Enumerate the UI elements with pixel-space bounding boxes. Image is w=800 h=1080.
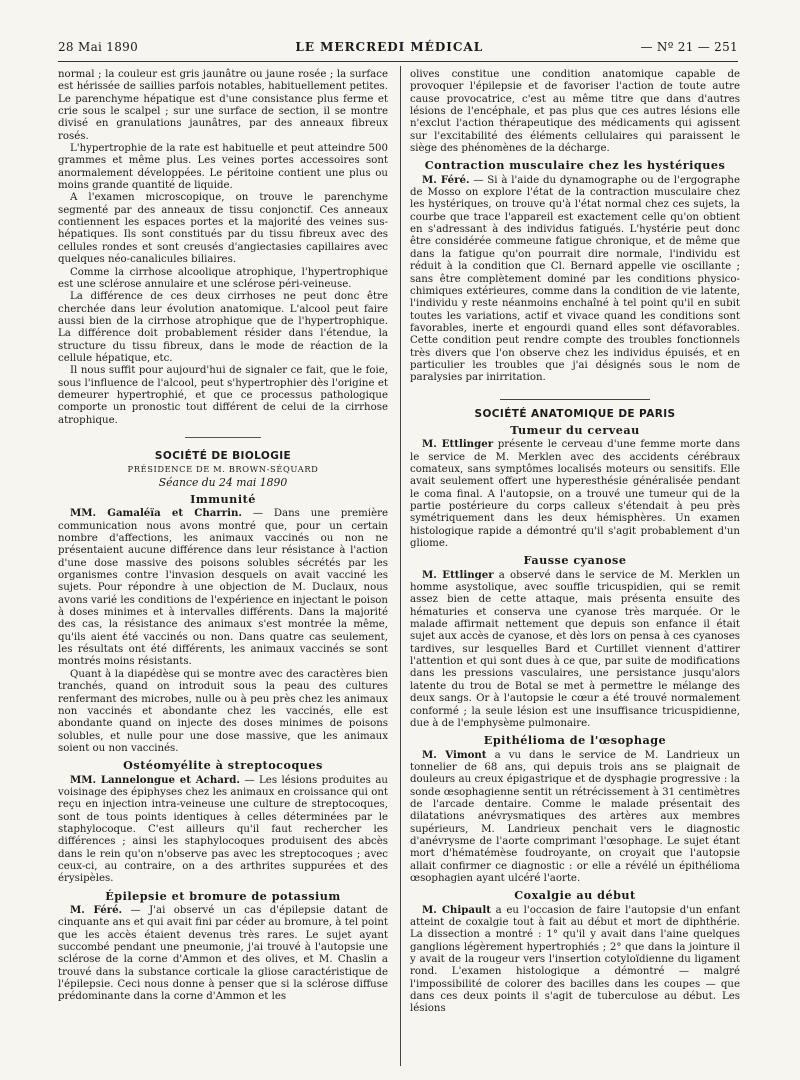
paragraph: présente le cerveau d'une femme morte dans le service de M. Merklen avec des accidents cérébraux comateux, sans symptômes localisés moteurs ou sensitifs. Elle avait seulement offert une hyperesthésie généralisée pendant le coma final. A l'autopsie, on a trouvé une tumeur qui de la partie postérieure du corps calleux s'étendait à peu près symétriquement dans les deux hémisphères. Un examen histologique rapide a démontré qu'il s'agit probablement d'un gliome.: [410, 439, 740, 550]
left-column: [58, 69, 388, 1004]
section-title: Coxalgie au début: [514, 888, 636, 903]
column-divider: [400, 66, 401, 1066]
paragraph: olives constitue une condition anatomique capable de provoquer l'épilepsie et de favoriser l'action de toute autre cause provocatrice, c'est au même titre que dans d'autres lésions de l'encéphale, et pas plus que ces autres lésions elle n'exclut l'action thérapeutique des médicaments qui agissent sur l'excitabilité des éléments cellulaires qui paraissent le siège des phénomènes de la décharge.: [410, 69, 740, 155]
paragraph: A l'examen microscopique, on trouve le parenchyme segmenté par des anneaux de tissu conjonctif. Ces anneaux contiennent les espaces portes et la majorité des veines sus-hépatiques. Ils sont constitués par du tissu fibreux avec des cellules rondes et sont creusés d'angiectasies capillaires avec quelques néo-canalicules biliaires.: [58, 192, 388, 266]
page-number: — Nº 21 — 251: [640, 40, 738, 54]
issue-date: 28 Mai 1890: [58, 40, 139, 54]
author-name: M. Féré.: [70, 904, 123, 916]
section-title: Tumeur du cerveau: [510, 422, 640, 437]
society-heading: SOCIÉTÉ ANATOMIQUE DE PARIS: [474, 407, 676, 420]
section-separator: [500, 399, 650, 400]
presidency-line: PRÉSIDENCE DE M. BROWN-SÉQUARD: [127, 464, 319, 475]
paragraph: Il nous suffit pour aujourd'hui de signaler ce fait, que le foie, sous l'influence de l'alcool, peut s'hypertrophier dès l'origine et demeurer hypertrophié, et que ce processus pathologique comporte un pronostic tout différent de celui de la cirrhose atrophique.: [58, 365, 388, 426]
author-name: M. Féré.: [422, 173, 470, 186]
author-name: MM. Gamaléïa et Charrin.: [70, 507, 242, 520]
society-heading: SOCIÉTÉ DE BIOLOGIE: [154, 449, 292, 462]
section-title: Immunité: [190, 492, 256, 506]
section-title: Contraction musculaire chez les hystériques: [424, 158, 726, 173]
author-name: M. Chipault: [422, 903, 491, 916]
section-separator: [185, 437, 261, 438]
paragraph: Comme la cirrhose alcoolique atrophique, l'hypertrophique est une sclérose annulaire et une sclérose péri-veineuse.: [58, 266, 388, 290]
paragraph: a observé dans le service de M. Merklen un homme asystolique, avec souffle tricuspidien, qui se remit assez bien de cette attaque, mais présenta ensuite des hématuries et conserva une cyanose très marquée. Or le malade affirmait nettement que depuis son enfance il était sujet aux accès de cyanose, et dès lors on pensa à ces cyanoses tardives, sur lesquelles Bard et Curtillet viennent d'attirer l'attention et qui sont dues à ce que, par suite de modifications dans les pressions vasculaires, une persistance jusqu'alors latente du trou de Botal se met à permettre le mélange des deux sangs. Or à l'autopsie le cœur a été trouvé normalement conformé ; la seule lésion est une insuffisance tricuspidienne, due à de l'emphysème pulmonaire.: [410, 569, 740, 729]
session-date: Séance du 24 mai 1890: [158, 475, 288, 489]
journal-title: LE MERCREDI MÉDICAL: [295, 40, 484, 54]
header-rule: [58, 61, 738, 62]
paragraph: a vu dans le service de M. Landrieux un tonnelier de 68 ans, qui depuis trois ans se plaignait de douleurs au creux épigastrique et de dysphagie progressive : la sonde œsophagienne sentit un rétrécissement à 31 centimètres de l'arcade dentaire. Comme le malade présentait des dilatations anévrysmatiques des artères aux membres supérieurs, M. Landrieux penchait vers le diagnostic d'anévrysme de l'aorte comprimant l'œsophage. Le sujet étant mort d'hématémèse foudroyante, on croyait que l'autopsie allait confirmer ce diagnostic : or elle a révélé un épithélioma œsophagien ayant ulcéré l'aorte.: [410, 749, 740, 884]
paragraph: — J'ai observé un cas d'épilepsie datant de cinquante ans et qui avait fini par céder au bromure, à tel point que les accès étaient devenus très rares. Le sujet ayant succombé pendant une pneumonie, j'ai trouvé à l'autopsie une sclérose de la corne d'Ammon et des olives, et M. Chaslin a trouvé dans la substance corticale la gliose caractéristique de l'épilepsie. Ceci nous donne à penser que si la sclérose diffuse prédominante dans la corne d'Ammon et les: [58, 905, 388, 1003]
section-title: Épilepsie et bromure de potassium: [105, 888, 341, 903]
paragraph: normal ; la couleur est gris jaunâtre ou jaune rosée ; la surface est hérissée de saillies parfois notables, habituellement petites. Le parenchyme hépatique est d'une consistance plus ferme et crie sous le scalpel ; sur une surface de section, il se montre divisé en granulations jaunâtres, par des anneaux fibreux rosés.: [58, 69, 388, 142]
right-column: [410, 69, 740, 1016]
paragraph: — Si à l'aide du dynamographe ou de l'ergographe de Mosso on explore l'état de la contraction musculaire chez les hystériques, on trouve qu'à l'état normal chez ces sujets, la courbe que trace l'appareil est exactement celle qu'on obtient en s'adressant à des individus fatigués. L'hystérie peut donc être considérée commeune fatigue chronique, et de même que dans la fatigue qu'on pourrait dire normale, l'individu est réduit à la condition que Cl. Bernard appelle vie oscillante ; sans être complètement dominé par les conditions physico-chimiques extérieures, comme dans la condition de vie latente, l'individu y reste néanmoins enchaîné à tel point qu'il en subit toutes les variations, actif et vivace quand les conditions sont favorables, inerte et engourdi quand elles sont défavorables. Cette condition peut rendre compte des troubles fonctionnels très divers que l'on observe chez les individus épuisés, et en particulier les troubles que j'ai désignés sous le nom de paralysies par inirritation.: [410, 174, 740, 384]
page-header: [58, 40, 738, 54]
paragraph: — Les lésions produites au voisinage des épiphyses chez les animaux en croissance qui ont reçu en injection intra-veineuse une culture de streptocoques, sont de tous points identiques à celles déterminées par le staphylocoque. C'est ailleurs qu'il faut rechercher les différences ; ainsi les staphylocoques produisent des abcès dans le rein qu'on n'observe pas avec les streptocoques ; avec ceux-ci, au contraire, on a des arthrites suppurées et des érysipèles.: [58, 774, 388, 885]
paragraph: La différence de ces deux cirrhoses ne peut donc être cherchée dans leur évolution anatomique. L'alcool peut faire aussi bien de la cirrhose atrophique que de l'hypertrophique. La différence doit probablement résider dans l'étendue, la structure du tissu fibreux, dans le mode de réaction de la cellule hépatique, etc.: [58, 291, 388, 364]
paragraph: — Dans une première communication nous avons montré que, pour un certain nombre d'affections, les animaux vaccinés ou non ne présentaient aucune différence dans leur résistance à l'action d'une dose massive des poisons solubles sécrétés par les organismes contre l'invasion desquels on avait vacciné les sujets. Pour répondre à une objection de M. Duclaux, nous avons varié les conditions de l'expérience en injectant le poison à doses minimes et à intervalles différents. Dans la majorité des cas, la résistance des animaux s'est montrée la même, qu'ils aient été vaccinés ou non. Dans quatre cas seulement, les résultats ont été différents, les animaux vaccinés se sont montrés moins résistants.: [58, 508, 388, 668]
author-name: M. Ettlinger: [422, 568, 494, 581]
section-title: Fausse cyanose: [523, 553, 627, 568]
author-name: M. Ettlinger: [422, 438, 494, 451]
section-title: Epithélioma de l'œsophage: [483, 733, 667, 748]
author-name: MM. Lannelongue et Achard.: [70, 773, 240, 786]
paragraph: L'hypertrophie de la rate est habituelle et peut atteindre 500 grammes et même plus. Les veines portes accessoires sont anormalement développées. Le péritoine contient une plus ou moins grande quantité de liquide.: [58, 143, 388, 192]
paragraph: a eu l'occasion de faire l'autopsie d'un enfant atteint de coxalgie tout à fait au début et mort de diphthérie. La dissection a montré : 1° qu'il y avait dans l'aine quelques ganglions légèrement hypertrophiés ; 2° que dans la jointure il y avait de la rougeur vers l'insertion cotyloïdienne du ligament rond. L'examen histologique a démontré — malgré l'impossibilité de colorer des bacilles dans les coupes — que dans ces deux points il s'agit de tuberculose au début. Les lésions: [410, 904, 741, 1015]
section-title: Ostéomyélite à streptocoques: [123, 758, 323, 773]
author-name: M. Vimont: [422, 748, 487, 761]
paragraph: Quant à la diapédèse qui se montre avec des caractères bien tranchés, quand on introduit sous la peau des cultures renfermant des microbes, nulle ou à peu près chez les animaux non vaccinés et abondante chez les vaccinés, elle est abondante quand on injecte des doses minimes de poisons solubles, et nulle pour une dose massive, que les animaux soient ou non vaccinés.: [58, 668, 388, 754]
